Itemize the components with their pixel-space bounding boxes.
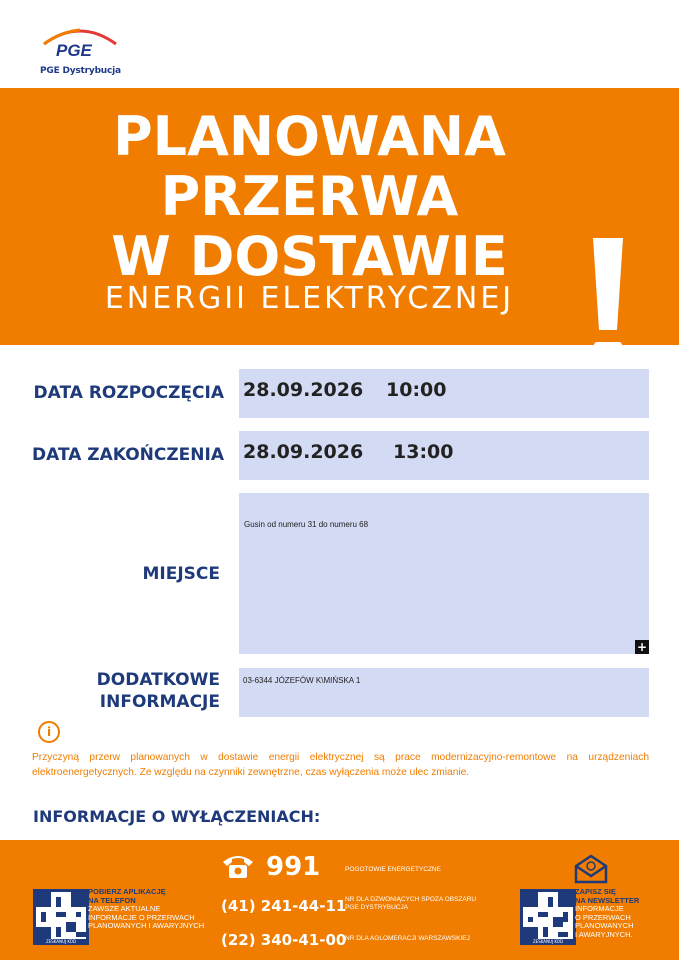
title-line-1: PLANOWANA	[113, 105, 506, 168]
info-heading: INFORMACJE O WYŁĄCZENIACH:	[33, 807, 321, 826]
phone-number-1[interactable]: (41) 241-44-11	[221, 897, 347, 915]
start-time-value: 10:00	[386, 379, 447, 401]
pge-logo	[40, 22, 120, 82]
title-line-2: PRZERWA	[160, 165, 459, 228]
footer-contact-bar	[0, 840, 679, 960]
news-desc-line-2: O PRZERWACH	[575, 912, 631, 922]
phone-2-desc: NR DLA AGLOMERACJI WARSZAWSKIEJ	[345, 935, 470, 942]
logo-arc-icon	[40, 22, 120, 62]
end-date-field[interactable]	[239, 431, 649, 480]
title-line-4: ENERGII ELEKTRYCZNEJ	[104, 281, 515, 316]
logo-subtitle: PGE Dystrybucja	[40, 66, 121, 76]
end-date-value: 28.09.2026	[243, 441, 364, 463]
extra-info-field[interactable]	[239, 668, 649, 717]
end-time-value: 13:00	[393, 441, 454, 463]
extra-info-value: 03-6344 JÓZEFÓW K\MIŃSKA 1	[243, 676, 361, 685]
news-title-line-1: ZAPISZ SIĘ	[575, 887, 616, 896]
extra-info-label	[20, 669, 220, 713]
exclamation-icon	[590, 238, 626, 368]
extra-info-label-line-1: DODATKOWE	[96, 670, 220, 690]
place-field[interactable]	[239, 493, 649, 654]
title-line-3: W DOSTAWIE	[111, 225, 508, 288]
phone-1-desc-line-2: PGE DYSTRYBUCJA	[345, 904, 409, 911]
start-date-label: DATA ROZPOCZĘCIA	[33, 383, 224, 403]
place-value: Gusin od numeru 31 do numeru 68	[244, 520, 369, 529]
newsletter-promo	[575, 888, 675, 939]
app-qr-caption: ZESKANUJ KOD	[33, 939, 89, 944]
emergency-desc: POGOTOWIE ENERGETYCZNE	[345, 866, 441, 873]
expand-plus-button[interactable]: +	[636, 640, 648, 654]
extra-info-label-line-2: INFORMACJE	[99, 692, 220, 712]
news-desc-line-1: INFORMACJE	[575, 904, 624, 913]
newsletter-qr-caption: ZESKANUJ KOD	[520, 939, 576, 944]
news-title-line-2: NA NEWSLETTER	[575, 895, 640, 905]
newsletter-envelope-icon	[574, 854, 608, 884]
qr-code-icon	[36, 892, 86, 942]
start-date-value: 28.09.2026	[243, 379, 364, 401]
logo-brand: PGE	[56, 41, 92, 60]
phone-number-2[interactable]: (22) 340-41-00	[221, 931, 347, 949]
news-desc-line-3: PLANOWANYCH	[575, 921, 634, 930]
title-banner	[0, 88, 679, 345]
app-promo	[88, 888, 218, 931]
newsletter-qr-code[interactable]	[520, 889, 576, 945]
app-qr-code[interactable]	[33, 889, 89, 945]
place-label: MIEJSCE	[142, 564, 220, 584]
end-date-label: DATA ZAKOŃCZENIA	[32, 445, 224, 465]
phone-1-desc	[345, 896, 476, 912]
telephone-icon	[221, 852, 255, 880]
phone-1-desc-line-1: NR DLA DZWONIĄCYCH SPOZA OBSZARU	[345, 896, 477, 903]
app-desc-line-1: ZAWSZE AKTUALNE	[88, 904, 161, 913]
emergency-number[interactable]: 991	[266, 852, 321, 882]
app-desc-line-3: PLANOWANYCH I AWARYJNYCH	[88, 921, 205, 930]
news-desc-line-4: I AWARYJNYCH.	[575, 929, 633, 939]
disclaimer-note: Przyczyną przerw planowanych w dostawie energii elektrycznej są prace modernizacyjno-remontowe na urządzeniach elektroenergetycznych. Ze względu na czynniki zewnętrzne, czas wyłączenia może ulec zmianie.	[32, 752, 649, 778]
app-title-line-2: NA TELEFON	[88, 895, 136, 905]
app-title-line-1: POBIERZ APLIKACJĘ	[88, 887, 166, 896]
qr-code-icon	[523, 892, 573, 942]
start-date-field[interactable]	[239, 369, 649, 418]
app-desc-line-2: INFORMACJE O PRZERWACH	[88, 912, 195, 922]
info-icon: i	[38, 721, 60, 743]
